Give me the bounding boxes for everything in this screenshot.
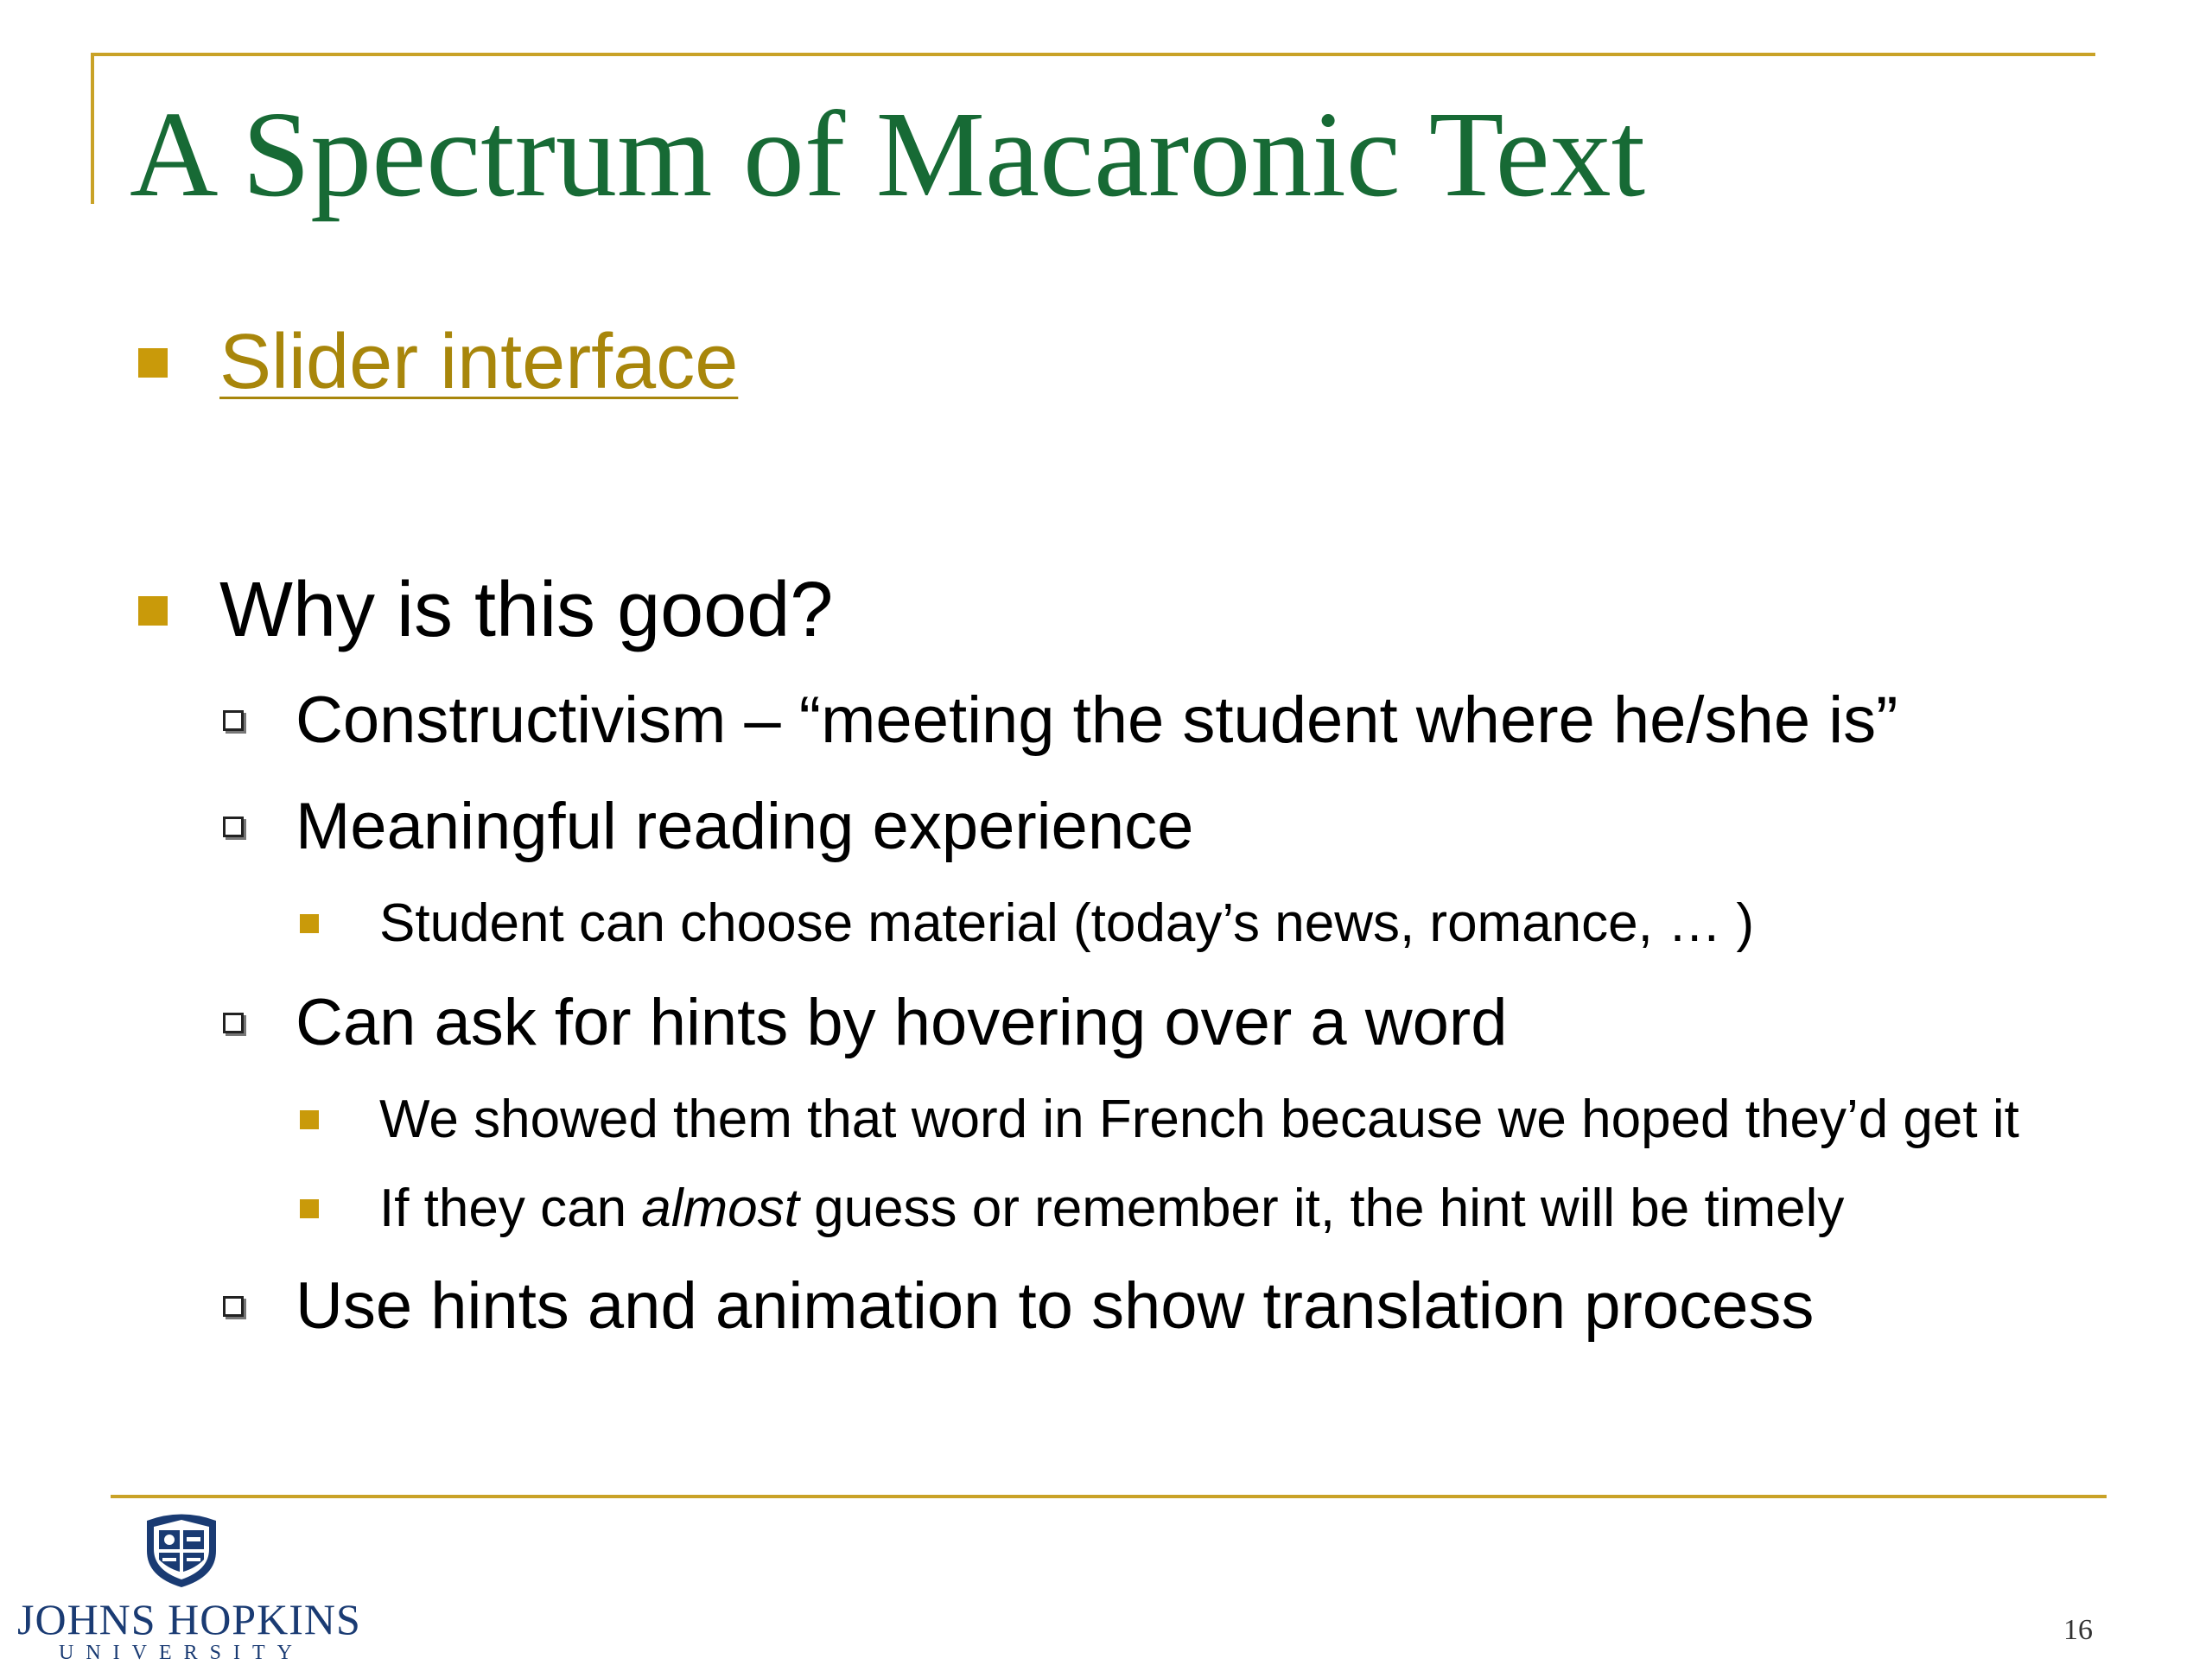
slider-interface-link[interactable]: Slider interface xyxy=(219,319,739,405)
bullet-text: Can ask for hints by hovering over a word xyxy=(296,986,1508,1059)
square-bullet-icon xyxy=(300,914,319,933)
logo-subtitle: UNIVERSITY xyxy=(59,1642,304,1664)
bullet-text: Constructivism – “meeting the student where he/she is” xyxy=(296,683,1898,757)
bullet-text: Student can choose material (today’s news, romance, … ) xyxy=(379,893,1754,953)
bullet-text-before: If they can xyxy=(379,1179,642,1238)
square-bullet-icon xyxy=(300,1110,319,1129)
bullet-text: Meaningful reading experience xyxy=(296,790,1194,863)
jhu-logo xyxy=(17,1508,361,1664)
box-bullet-icon xyxy=(223,1296,244,1317)
title-frame-top-rule xyxy=(91,53,2095,56)
title-frame-left-rule xyxy=(91,53,94,204)
bullet-text-emphasis: almost xyxy=(641,1179,799,1238)
slide-title: A Spectrum of Macaronic Text xyxy=(130,86,1646,222)
box-bullet-icon xyxy=(223,817,244,837)
sub-sub-bullet-french-word xyxy=(300,1089,2019,1150)
sub-sub-bullet-almost-guess xyxy=(300,1178,1844,1239)
bullet-text xyxy=(379,1178,1844,1239)
bullet-text: Why is this good? xyxy=(219,567,834,653)
sub-bullet-hints-animation xyxy=(223,1268,1814,1344)
square-bullet-icon xyxy=(300,1199,319,1218)
footer-rule xyxy=(111,1495,2107,1498)
bullet-text-after: guess or remember it, the hint will be timely xyxy=(798,1179,1845,1238)
box-bullet-icon xyxy=(223,1013,244,1033)
university-shield-icon xyxy=(138,1508,225,1590)
bullet-text: Use hints and animation to show translation process xyxy=(296,1269,1815,1343)
square-bullet-icon xyxy=(138,596,168,626)
square-bullet-icon xyxy=(138,348,168,378)
bullet-slider-interface xyxy=(138,318,738,407)
box-bullet-icon xyxy=(223,710,244,731)
sub-bullet-ask-hints xyxy=(223,985,1507,1060)
sub-bullet-constructivism xyxy=(223,683,1897,758)
logo-name: JOHNS HOPKINS xyxy=(17,1595,361,1643)
page-number: 16 xyxy=(2063,1614,2093,1646)
bullet-text: We showed them that word in French because we hoped they’d get it xyxy=(379,1090,2019,1149)
sub-sub-bullet-choose-material xyxy=(300,893,1754,954)
sub-bullet-meaningful-reading xyxy=(223,789,1193,864)
bullet-why-good xyxy=(138,566,833,655)
